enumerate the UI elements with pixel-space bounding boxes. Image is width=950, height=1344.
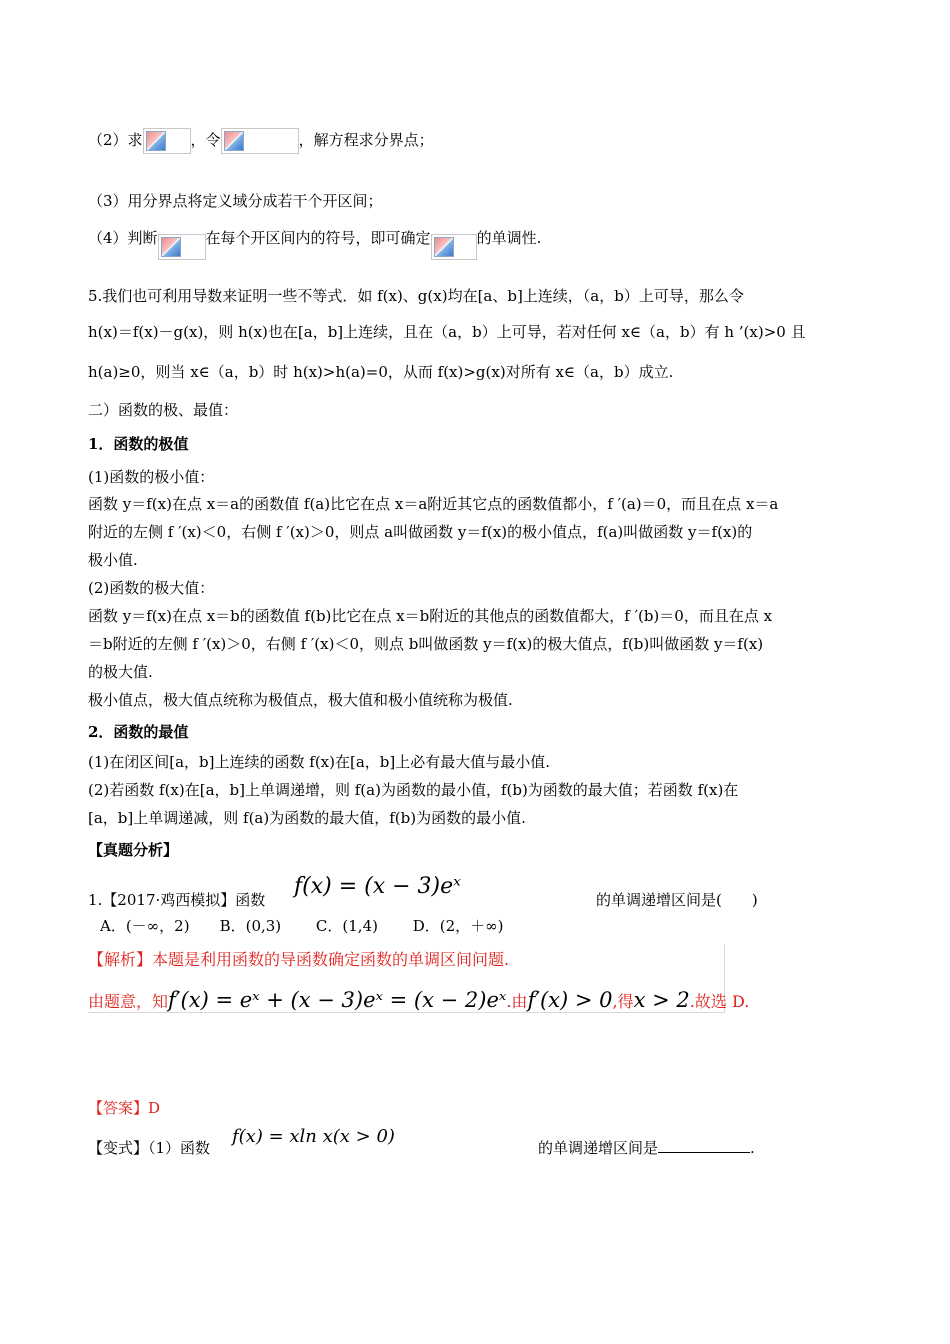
paragraph-5-line-3: h(a)≥0，则当 x∈（a，b）时 h(x)>h(a)=0，从而 f(x)>g(x)对所有 x∈（a，b）成立.: [88, 363, 674, 381]
variant-suffix: 的单调递增区间是: [538, 1139, 659, 1157]
zhenti-heading: 【真题分析】: [88, 841, 179, 859]
step-3: （3）用分界点将定义域分成若干个开区间；: [88, 192, 383, 210]
variant-end: .: [750, 1139, 755, 1157]
paragraph-5-line-2: h(x)＝f(x)－g(x)，则 h(x)也在[a，b]上连续，且在（a，b）上可导，若对任何 x∈（a，b）有 h ’(x)>0 且: [88, 323, 806, 341]
formula-image-placeholder: [143, 128, 191, 154]
max-line-3: 的极大值.: [88, 663, 153, 681]
variant-prefix: 【变式】（1）函数: [88, 1139, 211, 1157]
answer-label: 【答案】: [88, 1099, 149, 1117]
step-4-text-c: 的单调性.: [476, 229, 542, 247]
broken-image-icon: [146, 131, 166, 151]
step-4: [88, 226, 541, 252]
formula-image-placeholder: [221, 128, 299, 154]
solution-formula-result: x > 2: [633, 988, 690, 1012]
min-line-1: 函数 y＝f(x)在点 x＝a的函数值 f(a)比它在点 x＝a附近其它点的函数值都小，f ′(a)＝0，而且在点 x＝a: [88, 495, 779, 513]
most-line-1: (1)在闭区间[a，b]上连续的函数 f(x)在[a，b]上必有最大值与最小值.: [88, 753, 550, 771]
heading-most-values: 2．函数的最值: [88, 723, 189, 741]
paragraph-5-line-1: 5.我们也可利用导数来证明一些不等式．如 f(x)、g(x)均在[a、b]上连续，（a，b）上可导，那么令: [88, 287, 744, 305]
most-line-2: (2)若函数 f(x)在[a，b]上单调递增，则 f(a)为函数的最小值，f(b)为函数的最大值；若函数 f(x)在: [88, 781, 739, 799]
solution-text-b: .由: [506, 992, 528, 1011]
question-1-options: A．(－∞，2) B．(0,3) C．(1,4) D．(2，＋∞): [100, 917, 504, 935]
question-1-formula: f(x) = (x − 3)eˣ: [294, 874, 461, 899]
question-1-suffix: 的单调递增区间是( ): [596, 891, 758, 909]
step-2-text-a: （2）求: [88, 131, 143, 149]
min-line-2: 附近的左侧 f ′(x)＜0，右侧 f ′(x)＞0，则点 a叫做函数 y＝f(x)的极小值点，f(a)叫做函数 y＝f(x)的: [88, 523, 753, 541]
max-title: (2)函数的极大值：: [88, 579, 215, 597]
broken-image-icon: [434, 237, 454, 257]
solution-text-d: .故选 D.: [689, 992, 750, 1011]
solution-formula-derivative: f′(x) = eˣ + (x − 3)eˣ = (x − 2)eˣ: [168, 988, 507, 1012]
answer: [88, 1098, 160, 1118]
question-1-prefix: 1.【2017·鸡西模拟】函数: [88, 891, 266, 909]
min-line-3: 极小值.: [88, 551, 138, 569]
step-2-text-c: ，解方程求分界点；: [298, 131, 434, 149]
answer-blank: [658, 1138, 750, 1153]
solution-line-2: [88, 986, 749, 1016]
broken-image-icon: [161, 237, 181, 257]
most-line-3: [a，b]上单调递减，则 f(a)为函数的最大值，f(b)为函数的最小值.: [88, 809, 526, 827]
section-heading: 二）函数的极、最值：: [88, 401, 239, 419]
variant-formula: f(x) = xln x(x > 0): [232, 1126, 395, 1147]
step-2-text-b: ，令: [190, 131, 221, 149]
solution-line-1: 【解析】本题是利用函数的导函数确定函数的单调区间问题.: [88, 950, 510, 969]
variant-question: [538, 1138, 755, 1158]
step-4-text-b: 在每个开区间内的符号，即可确定: [205, 229, 431, 247]
broken-image-icon: [224, 131, 244, 151]
answer-value: D: [148, 1099, 161, 1117]
solution-text-a: 由题意，知: [88, 992, 169, 1011]
min-title: (1)函数的极小值：: [88, 468, 215, 486]
formula-image-placeholder: [158, 234, 206, 260]
max-line-1: 函数 y＝f(x)在点 x＝b的函数值 f(b)比它在点 x＝b附近的其他点的函数值都大，f ′(b)＝0，而且在点 x: [88, 607, 773, 625]
step-2: [88, 128, 434, 154]
step-4-text-a: （4）判断: [88, 229, 158, 247]
extreme-note: 极小值点，极大值点统称为极值点，极大值和极小值统称为极值.: [88, 691, 513, 709]
heading-extreme-values: 1．函数的极值: [88, 435, 189, 453]
formula-image-placeholder: [431, 234, 477, 260]
solution-formula-condition: f′(x) > 0: [527, 988, 613, 1012]
max-line-2: ＝b附近的左侧 f ′(x)＞0，右侧 f ′(x)＜0，则点 b叫做函数 y＝f(x)的极大值点，f(b)叫做函数 y＝f(x): [88, 635, 764, 653]
solution-text-c: ,得: [612, 992, 634, 1011]
